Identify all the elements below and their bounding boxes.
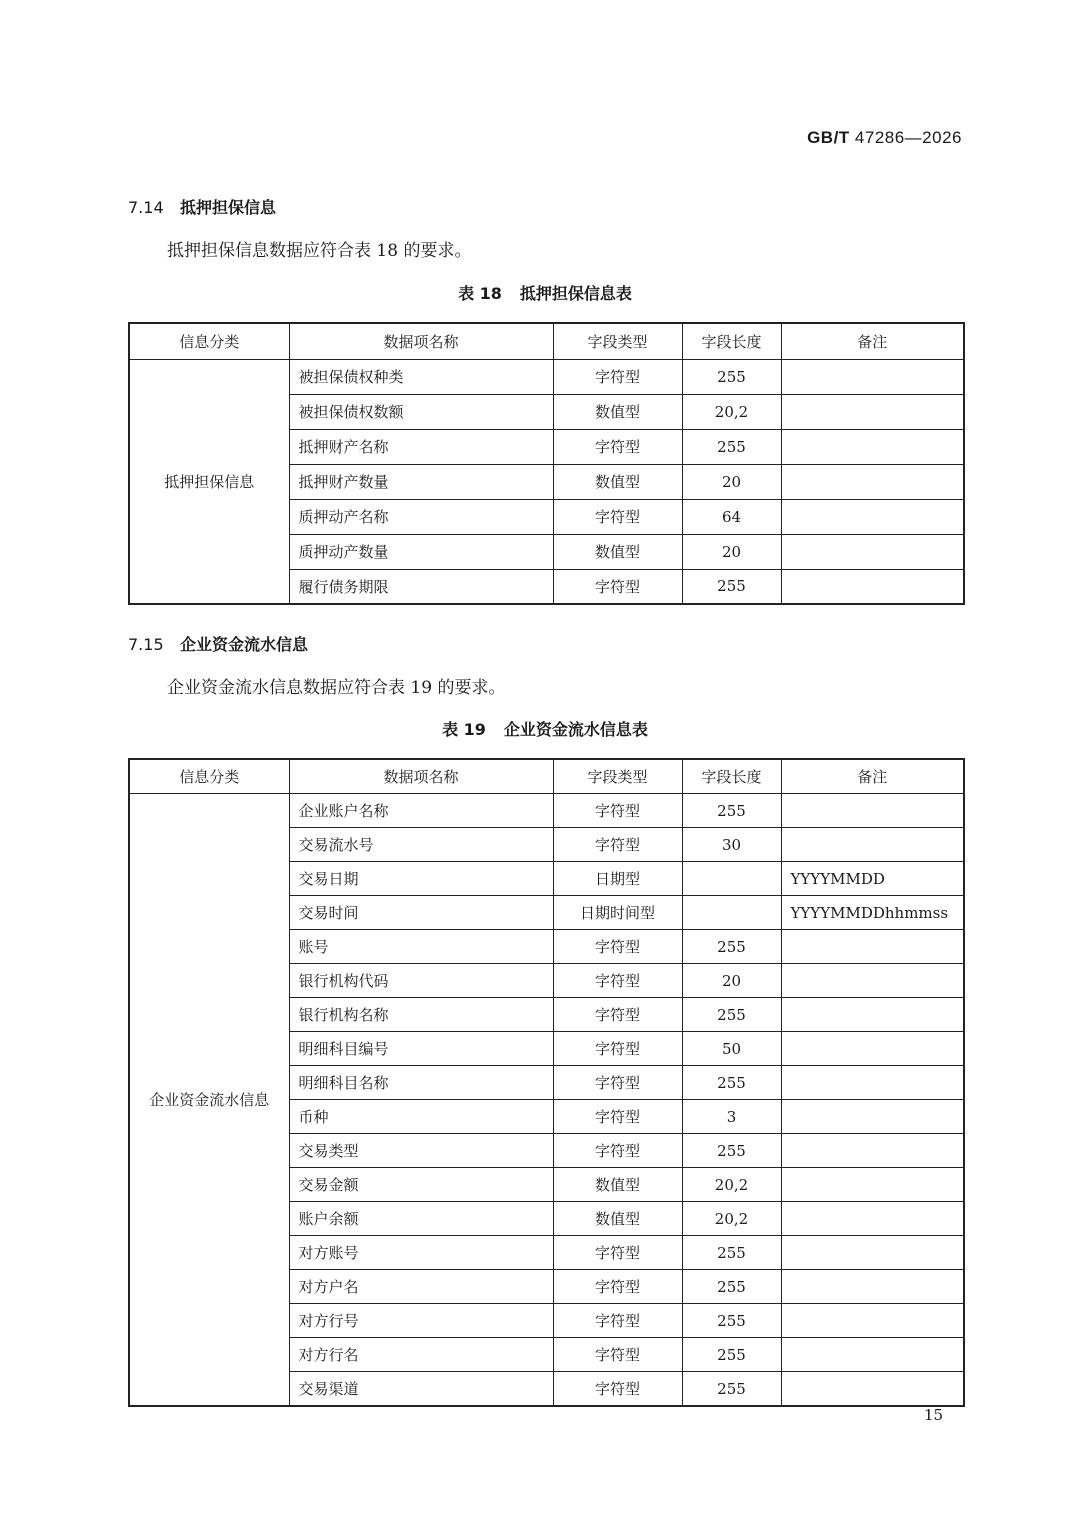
field-length-cell: 50 [682,1032,781,1066]
field-name-cell: 交易渠道 [289,1372,553,1407]
remark-cell [781,828,964,862]
remark-cell [781,964,964,998]
header-cell: 字段长度 [682,323,781,359]
field-length-cell: 20 [682,534,781,569]
field-type-cell: 数值型 [553,534,682,569]
remark-cell [781,464,964,499]
field-name-cell: 银行机构名称 [289,998,553,1032]
standard-number: 47286—2026 [854,128,962,147]
table-caption-18 [0,281,1080,304]
remark-cell [781,569,964,604]
remark-cell [781,534,964,569]
field-name-cell: 企业账户名称 [289,794,553,828]
field-name-cell: 账户余额 [289,1202,553,1236]
field-name-cell: 明细科目名称 [289,1066,553,1100]
table-header-row [129,759,964,794]
section-title: 企业资金流水信息 [180,635,309,654]
remark-cell [781,1134,964,1168]
field-length-cell: 255 [682,998,781,1032]
field-name-cell: 抵押财产名称 [289,429,553,464]
category-cell: 企业资金流水信息 [129,794,289,1407]
field-name-cell: 被担保债权种类 [289,359,553,394]
field-type-cell: 字符型 [553,1304,682,1338]
field-name-cell: 账号 [289,930,553,964]
section-heading-7-14 [128,195,276,218]
header-cell: 信息分类 [129,323,289,359]
remark-cell [781,1066,964,1100]
remark-cell [781,1236,964,1270]
section-number: 7.15 [128,635,164,654]
table-caption-title: 抵押担保信息表 [519,284,632,303]
field-name-cell: 币种 [289,1100,553,1134]
header-cell: 数据项名称 [289,323,553,359]
field-type-cell: 日期时间型 [553,896,682,930]
field-length-cell: 3 [682,1100,781,1134]
remark-cell [781,1168,964,1202]
field-length-cell: 255 [682,930,781,964]
field-length-cell: 20,2 [682,394,781,429]
standard-prefix: GB/T [807,128,850,147]
table-caption-number: 表 19 [442,720,486,739]
remark-cell [781,794,964,828]
field-length-cell: 255 [682,1134,781,1168]
header-cell: 字段类型 [553,759,682,794]
field-type-cell: 字符型 [553,998,682,1032]
field-length-cell: 255 [682,359,781,394]
field-name-cell: 履行债务期限 [289,569,553,604]
field-type-cell: 字符型 [553,429,682,464]
remark-cell [781,1202,964,1236]
field-length-cell: 255 [682,1270,781,1304]
remark-cell [781,1032,964,1066]
table-body [129,794,964,1407]
remark-cell [781,1100,964,1134]
field-name-cell: 被担保债权数额 [289,394,553,429]
section-paragraph: 企业资金流水信息数据应符合表 19 的要求。 [167,678,506,698]
section-title: 抵押担保信息 [180,198,277,217]
field-name-cell: 对方行名 [289,1338,553,1372]
field-name-cell: 质押动产名称 [289,499,553,534]
field-name-cell: 交易类型 [289,1134,553,1168]
field-length-cell: 255 [682,429,781,464]
field-name-cell: 抵押财产数量 [289,464,553,499]
field-type-cell: 字符型 [553,930,682,964]
table-row [129,359,964,394]
section-heading-7-15 [128,632,308,655]
remark-cell [781,998,964,1032]
field-type-cell: 数值型 [553,1202,682,1236]
remark-cell: YYYYMMDDhhmmss [781,896,964,930]
remark-cell [781,359,964,394]
field-length-cell: 64 [682,499,781,534]
table-caption-title: 企业资金流水信息表 [503,720,648,739]
field-type-cell: 数值型 [553,1168,682,1202]
field-type-cell: 字符型 [553,1338,682,1372]
field-name-cell: 质押动产数量 [289,534,553,569]
remark-cell [781,1338,964,1372]
field-type-cell: 数值型 [553,394,682,429]
field-type-cell: 字符型 [553,1134,682,1168]
field-length-cell: 30 [682,828,781,862]
field-name-cell: 对方户名 [289,1270,553,1304]
remark-cell [781,1270,964,1304]
table-row [129,794,964,828]
field-length-cell: 255 [682,794,781,828]
field-name-cell: 对方账号 [289,1236,553,1270]
field-length-cell: 255 [682,1372,781,1407]
table-header-row [129,323,964,359]
section-paragraph: 抵押担保信息数据应符合表 18 的要求。 [167,241,472,261]
page-number: 15 [924,1406,944,1424]
table-body [129,359,964,604]
standard-code [807,128,962,148]
field-name-cell: 交易金额 [289,1168,553,1202]
remark-cell [781,394,964,429]
field-type-cell: 字符型 [553,1100,682,1134]
header-cell: 字段长度 [682,759,781,794]
field-length-cell: 20,2 [682,1202,781,1236]
field-type-cell: 数值型 [553,464,682,499]
field-length-cell [682,896,781,930]
field-type-cell: 字符型 [553,794,682,828]
field-type-cell: 字符型 [553,1270,682,1304]
field-type-cell: 字符型 [553,828,682,862]
remark-cell [781,930,964,964]
field-name-cell: 交易流水号 [289,828,553,862]
category-cell: 抵押担保信息 [129,359,289,604]
field-name-cell: 交易时间 [289,896,553,930]
field-name-cell: 银行机构代码 [289,964,553,998]
field-type-cell: 字符型 [553,1066,682,1100]
field-type-cell: 字符型 [553,1236,682,1270]
remark-cell [781,429,964,464]
field-type-cell: 字符型 [553,499,682,534]
field-type-cell: 字符型 [553,964,682,998]
field-name-cell: 交易日期 [289,862,553,896]
header-cell: 字段类型 [553,323,682,359]
field-length-cell: 255 [682,1304,781,1338]
field-length-cell: 20,2 [682,1168,781,1202]
remark-cell: YYYYMMDD [781,862,964,896]
header-cell: 数据项名称 [289,759,553,794]
table-19 [128,758,965,1407]
field-type-cell: 字符型 [553,359,682,394]
header-cell: 备注 [781,759,964,794]
field-length-cell: 255 [682,1236,781,1270]
field-type-cell: 字符型 [553,1032,682,1066]
field-type-cell: 字符型 [553,1372,682,1407]
field-length-cell: 255 [682,569,781,604]
field-length-cell: 20 [682,964,781,998]
field-name-cell: 对方行号 [289,1304,553,1338]
remark-cell [781,499,964,534]
field-length-cell: 255 [682,1338,781,1372]
field-type-cell: 日期型 [553,862,682,896]
field-length-cell: 255 [682,1066,781,1100]
section-number: 7.14 [128,198,164,217]
header-cell: 信息分类 [129,759,289,794]
remark-cell [781,1372,964,1407]
field-length-cell [682,862,781,896]
field-type-cell: 字符型 [553,569,682,604]
table-caption-number: 表 18 [458,284,502,303]
header-cell: 备注 [781,323,964,359]
remark-cell [781,1304,964,1338]
field-length-cell: 20 [682,464,781,499]
table-caption-19 [0,717,1080,740]
field-name-cell: 明细科目编号 [289,1032,553,1066]
table-18 [128,322,965,605]
